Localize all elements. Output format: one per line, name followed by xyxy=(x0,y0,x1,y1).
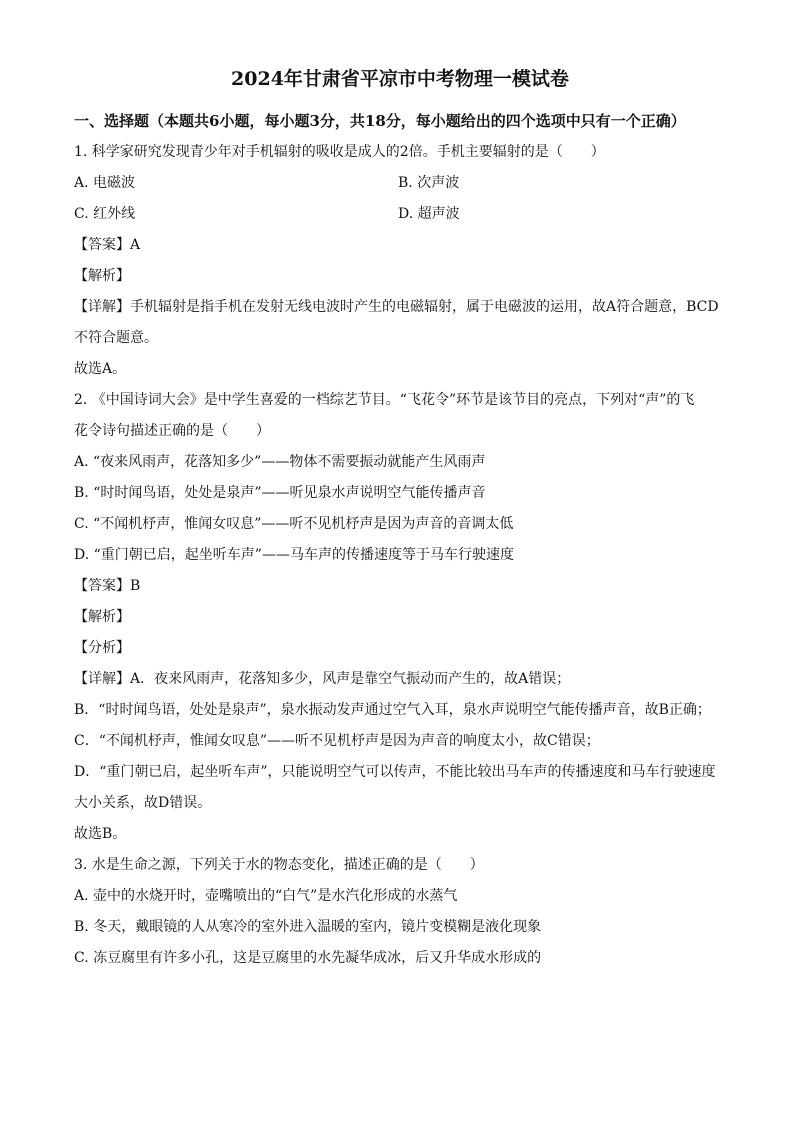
q2-conclusion: 故选B。 xyxy=(74,826,127,842)
q2-option-d: D. “重门朝已启，起坐听车声”——马车声的传播速度等于马车行驶速度 xyxy=(74,547,514,563)
q2-option-a: A. “夜来风雨声，花落知多少”——物体不需要振动就能产生风雨声 xyxy=(74,454,486,470)
q1-option-c: C. 红外线 xyxy=(74,206,136,222)
q1-option-a: A. 电磁波 xyxy=(74,175,136,191)
document-content xyxy=(74,64,726,974)
q1-conclusion: 故选A。 xyxy=(74,361,127,377)
q2-detail-c: C．“不闻机杼声，惟闻女叹息”——听不见机杼声是因为声音的响度太小，故C错误； xyxy=(74,733,600,749)
q2-answer: 【答案】B xyxy=(74,578,141,594)
q1-detail-line-2: 不符合题意。 xyxy=(74,330,158,346)
q2-detail-d-line-2: 大小关系，故D错误。 xyxy=(74,795,212,811)
q2-detail-b: B．“时时闻鸟语，处处是泉声”，泉水振动发声通过空气入耳，泉水声说明空气能传播声音，故B正确； xyxy=(74,702,711,718)
q1-answer: 【答案】A xyxy=(74,237,141,253)
q1-option-d: D. 超声波 xyxy=(398,206,460,222)
section-heading: 一、选择题（本题共6小题，每小题3分，共18分，每小题给出的四个选项中只有一个正确） xyxy=(74,112,686,130)
q2-fenxi-label: 【分析】 xyxy=(74,640,130,656)
q1-options-row-2 xyxy=(74,199,726,230)
q3-option-c: C. 冻豆腐里有许多小孔，这是豆腐里的水先凝华成冰，后又升华成水形成的 xyxy=(74,950,542,966)
q1-option-b: B. 次声波 xyxy=(398,175,460,191)
q2-option-b: B. “时时闻鸟语，处处是泉声”——听见泉水声说明空气能传播声音 xyxy=(74,485,486,501)
q2-option-c: C. “不闻机杼声，惟闻女叹息”——听不见机杼声是因为声音的音调太低 xyxy=(74,516,514,532)
q2-detail-d-line-1: D．“重门朝已启，起坐听车声”，只能说明空气可以传声，不能比较出马车声的传播速度和马车行驶速度 xyxy=(74,764,716,780)
q2-stem-line-2: 花令诗句描述正确的是（ ） xyxy=(74,423,270,439)
q1-analysis-label: 【解析】 xyxy=(74,268,130,284)
q3-stem: 3. 水是生命之源，下列关于水的物态变化，描述正确的是（ ） xyxy=(74,857,484,873)
q1-options-row-1 xyxy=(74,168,726,199)
page-title: 2024年甘肃省平凉市中考物理一模试卷 xyxy=(231,68,569,90)
q1-detail-line-1: 【详解】手机辐射是指手机在发射无线电波时产生的电磁辐射，属于电磁波的运用，故A符合题意，BCD xyxy=(74,299,719,315)
q3-option-b: B. 冬天，戴眼镜的人从寒冷的室外进入温暖的室内，镜片变模糊是液化现象 xyxy=(74,919,542,935)
q1-stem: 1. 科学家研究发现青少年对手机辐射的吸收是成人的2倍。手机主要辐射的是（ ） xyxy=(74,144,605,160)
q3-option-a: A. 壶中的水烧开时，壶嘴喷出的“白气”是水汽化形成的水蒸气 xyxy=(74,888,458,904)
q2-stem-line-1: 2. 《中国诗词大会》是中学生喜爱的一档综艺节目。“飞花令”环节是该节目的亮点，下列对“声”的飞 xyxy=(74,392,695,408)
q2-analysis-label: 【解析】 xyxy=(74,609,130,625)
q2-detail-a: 【详解】A．夜来风雨声，花落知多少，风声是靠空气振动而产生的，故A错误； xyxy=(74,671,571,687)
